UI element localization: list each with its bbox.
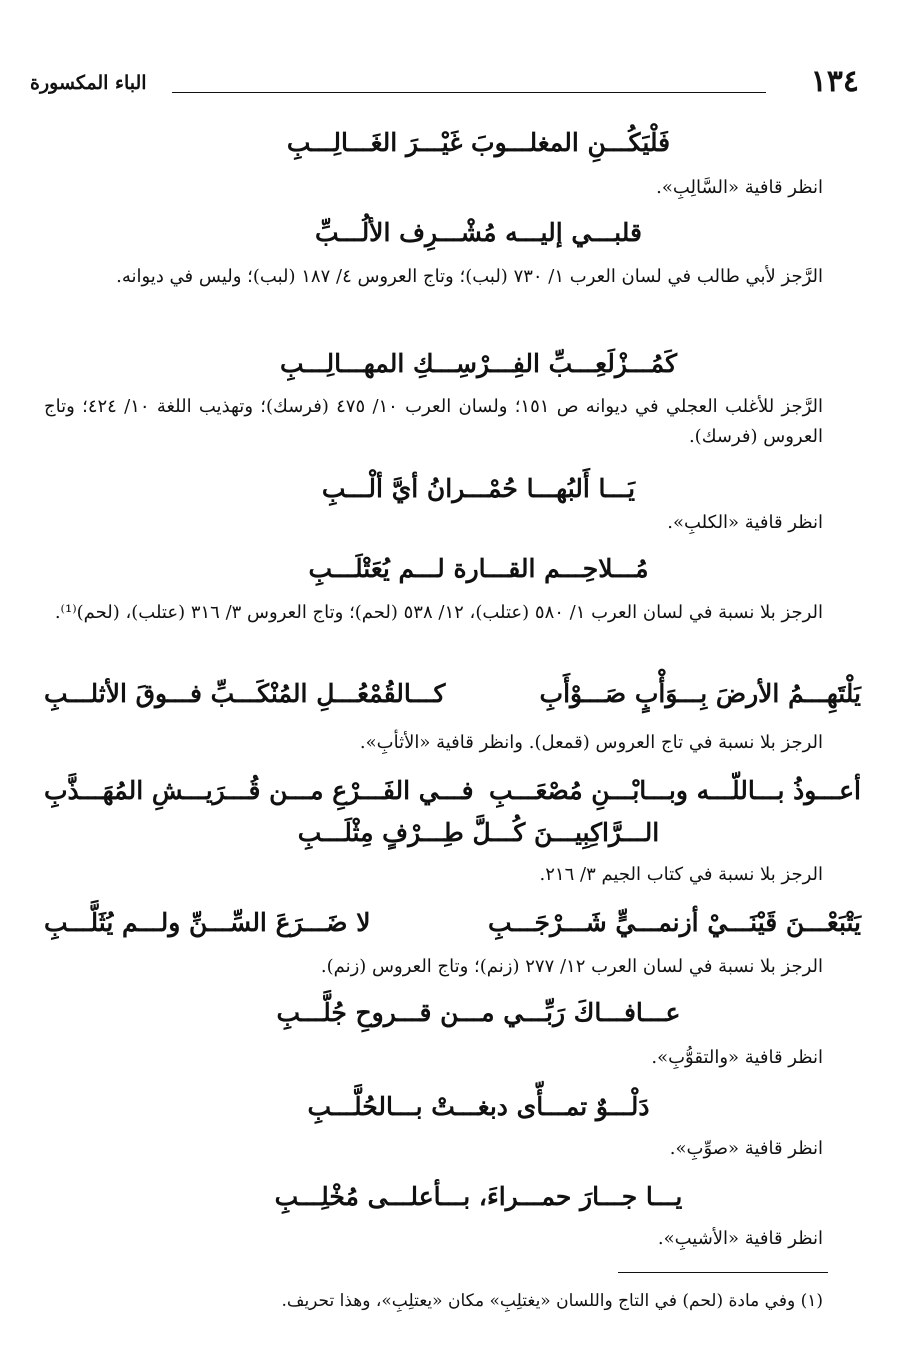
header-rule [172, 92, 766, 93]
source-note: انظر قافية «الأشيبِ». [657, 1228, 823, 1249]
verse-line: كَمُـــزْلَعِـــبِّ الفِـــرْسِـــكِ المهـــالِـــبِ [280, 349, 677, 378]
verse-hemistich-first: أعـــوذُ بـــاللّـــه وبـــابْـــنِ مُصْعَـــبِ [488, 776, 861, 805]
source-note: الرجز بلا نسبة في تاج العروس (قمعل). وانظر قافية «الأثأبِ». [359, 732, 823, 753]
verse-hemistich-second: كـــالقُمْعُـــلِ المُنْكَـــبِّ فـــوقَ الأثلـــبِ [44, 679, 446, 708]
source-note: الرَّجز لأبي طالب في لسان العرب ١/ ٧٣٠ (لبب)؛ وتاج العروس ٤/ ١٨٧ (لبب)؛ وليس في ديوانه. [116, 266, 823, 287]
source-note: انظر قافية «والتقوُّبِ». [651, 1047, 823, 1068]
verse-couplet [44, 904, 861, 944]
footnote-rule [618, 1272, 828, 1273]
source-note: الرجز بلا نسبة في لسان العرب ١٢/ ٢٧٧ (زنم)؛ وتاج العروس (زنم). [320, 956, 823, 977]
verse-line: قلبـــي إليـــه مُشْـــرِف الألُـــبِّ [315, 218, 642, 247]
verse-line: عـــافـــاكَ رَبِّـــي مـــن قـــروحِ جُلَّـــبِ [276, 998, 681, 1027]
page-number: ١٣٤ [810, 64, 859, 99]
verse-line: الـــرَّاكِبِيـــنَ كُـــلَّ طِـــرْفٍ مِثْلَـــبِ [297, 818, 660, 847]
verse-couplet [44, 675, 861, 715]
source-note: الرَّجز للأغلب العجلي في ديوانه ص ١٥١؛ ولسان العرب ١٠/ ٤٧٥ (فرسك)؛ وتهذيب اللغة ١٠/ ٤٢٤؛ وتاج العروس (فرسك). [44, 396, 823, 447]
running-head: الباء المكسورة [30, 72, 147, 94]
source-note: الرجز بلا نسبة في كتاب الجيم ٣/ ٢١٦. [539, 864, 823, 885]
verse-couplet [44, 772, 861, 812]
verse-line: يـــا جـــارَ حمـــراءَ، بـــأعلـــى مُخْلِـــبِ [274, 1182, 683, 1211]
source-note: الرجز بلا نسبة في لسان العرب ١/ ٥٨٠ (عتلب)، ١٢/ ٥٣٨ (لحم)؛ وتاج العروس ٣/ ٣١٦ (عتلب)، (لحم)⁽¹⁾. [54, 602, 823, 623]
verse-line: مُـــلاحِـــم القـــارة لـــم يُعَتْلَـــبِ [308, 554, 649, 583]
verse-hemistich-first: يَتْبَعْـــنَ قَيْنَـــيْ أزنمـــيٍّ شَـــرْجَـــبِ [488, 908, 861, 937]
verse-line: يَـــا أَلبُهـــا حُمْـــرانُ أيَّ ألْـــبِ [321, 474, 636, 503]
verse-line: دَلْـــوٌ تمـــأّى دبغـــتْ بـــالحُلَّـــبِ [307, 1092, 650, 1121]
source-note: انظر قافية «السَّالِبِ». [656, 177, 823, 198]
verse-line: فَلْيَكُـــنِ المغلـــوبَ غَيْـــرَ الغَـــالِـــبِ [286, 128, 671, 157]
verse-hemistich-first: يَلْتَهِـــمُ الأرضَ بِـــوَأْبٍ صَـــوْأَبِ [539, 679, 861, 708]
verse-hemistich-second: فـــي الفَـــرْعِ مـــن قُـــرَيـــشِ المُهَـــذَّبِ [44, 776, 474, 805]
source-note: انظر قافية «صوِّبِ». [669, 1138, 823, 1159]
footnote: (١) وفي مادة (لحم) في التاج واللسان «يغتلِبِ» مكان «يعتلِبِ»، وهذا تحريف. [281, 1291, 823, 1311]
source-note: انظر قافية «الكلبِ». [667, 512, 823, 533]
verse-hemistich-second: لا ضَـــرَعَ السِّـــنِّ ولـــم يُثَلَّـــبِ [44, 908, 371, 937]
